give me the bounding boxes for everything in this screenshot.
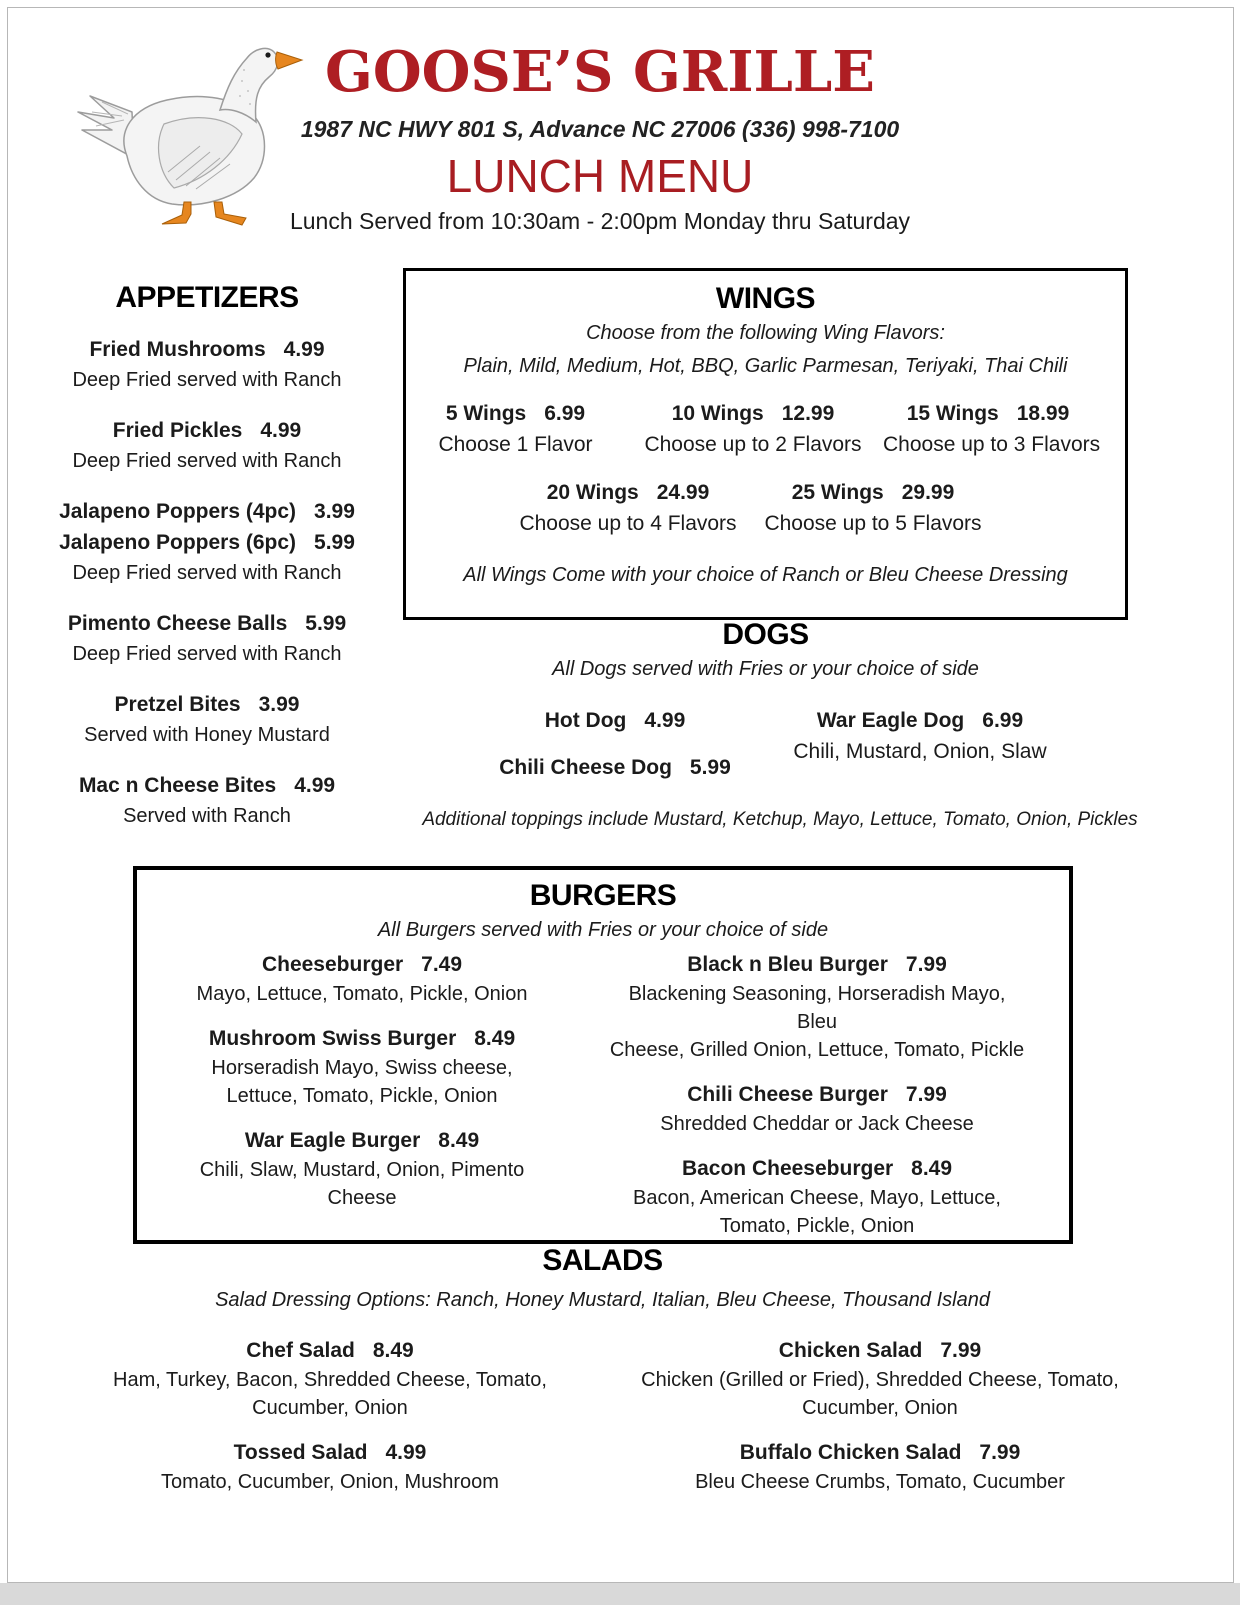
menu-item — [55, 1336, 605, 1422]
item-price: 18.99 — [1016, 402, 1070, 425]
item-description: Cucumber, Onion — [802, 1397, 958, 1419]
dogs-column-right — [755, 706, 1085, 767]
menu-item — [167, 950, 557, 1008]
item-price: 3.99 — [258, 693, 300, 716]
item-price: 24.99 — [656, 481, 710, 504]
item-name: Pimento Cheese Balls — [67, 612, 288, 635]
wings-section — [403, 268, 1128, 620]
item-name: 5 Wings — [445, 402, 527, 425]
item-price: 5.99 — [689, 756, 731, 779]
menu-item — [607, 950, 1027, 1064]
item-name: Black n Bleu Burger — [687, 953, 888, 976]
item-name: Fried Pickles — [112, 419, 243, 442]
item-name: 15 Wings — [906, 402, 999, 425]
item-price: 4.99 — [385, 1441, 427, 1464]
item-name: Buffalo Chicken Salad — [739, 1441, 962, 1464]
burgers-column-left — [167, 950, 557, 1228]
menu-item — [607, 1080, 1027, 1138]
item-description: Chili, Slaw, Mustard, Onion, Pimento — [199, 1159, 525, 1181]
salads-heading: SALADS — [542, 1244, 663, 1277]
restaurant-address: 1987 NC HWY 801 S, Advance NC 27006 (336) 998-7100 — [300, 116, 900, 142]
item-description: Served with Honey Mustard — [84, 724, 330, 746]
burgers-column-right — [607, 950, 1027, 1256]
item-description: Bacon, American Cheese, Mayo, Lettuce, — [633, 1187, 1001, 1209]
item-price: 6.99 — [982, 709, 1024, 732]
item-description: Choose up to 2 Flavors — [644, 433, 862, 456]
item-description: Blackening Seasoning, Horseradish Mayo, Bleu — [628, 983, 1006, 1033]
menu-title: LUNCH MENU — [446, 150, 754, 202]
item-description: Cheese, Grilled Onion, Lettuce, Tomato, Pickle — [609, 1039, 1025, 1061]
wings-flavors: Plain, Mild, Medium, Hot, BBQ, Garlic Parmesan, Teriyaki, Thai Chili — [463, 355, 1068, 377]
menu-item — [607, 1154, 1027, 1240]
item-price: 5.99 — [314, 531, 355, 554]
wings-tier-row — [406, 478, 1125, 539]
item-description: Choose up to 5 Flavors — [764, 512, 982, 535]
item-description: Tomato, Pickle, Onion — [719, 1215, 915, 1237]
salads-section — [0, 1243, 1205, 1317]
item-price: 8.49 — [372, 1339, 414, 1362]
dogs-footer-note: Additional toppings include Mustard, Ketchup, Mayo, Lettuce, Tomato, Onion, Pickles — [422, 809, 1138, 830]
item-description: Choose 1 Flavor — [438, 433, 593, 456]
item-description: Cheese — [327, 1187, 397, 1209]
menu-item — [167, 1126, 557, 1212]
wings-tier — [408, 399, 623, 460]
menu-item — [600, 1438, 1160, 1496]
item-price: 4.99 — [260, 419, 302, 442]
wings-footer-note: All Wings Come with your choice of Ranch or Bleu Cheese Dressing — [463, 564, 1068, 586]
burgers-section — [133, 866, 1073, 1244]
appetizers-section — [28, 280, 386, 851]
item-price: 4.99 — [644, 709, 686, 732]
item-price: 7.99 — [905, 1083, 947, 1106]
item-description: Horseradish Mayo, Swiss cheese, — [211, 1057, 513, 1079]
item-name: War Eagle Burger — [244, 1129, 421, 1152]
item-description: Shredded Cheddar or Jack Cheese — [660, 1113, 974, 1135]
page-bottom-edge — [0, 1583, 1240, 1605]
item-description: Deep Fried served with Ranch — [72, 643, 342, 665]
item-price: 7.99 — [940, 1339, 982, 1362]
item-name: 10 Wings — [671, 402, 764, 425]
menu-item — [28, 496, 386, 589]
item-name: War Eagle Dog — [816, 709, 965, 732]
item-name: Tossed Salad — [233, 1441, 368, 1464]
item-name: Pretzel Bites — [114, 693, 241, 716]
restaurant-name: GOOSE’S GRILLE — [325, 39, 875, 105]
wings-tier — [506, 478, 751, 539]
item-description: Chili, Mustard, Onion, Slaw — [793, 740, 1047, 763]
item-name: Jalapeno Poppers (4pc) — [59, 500, 297, 523]
item-price: 4.99 — [283, 338, 325, 361]
menu-item — [55, 1438, 605, 1496]
item-price: 4.99 — [294, 774, 336, 797]
item-description: Deep Fried served with Ranch — [72, 450, 342, 472]
item-price: 5.99 — [305, 612, 347, 635]
menu-header — [0, 39, 1200, 236]
salads-column-right — [600, 1336, 1160, 1512]
item-name: Mac n Cheese Bites — [78, 774, 277, 797]
item-description: Deep Fried served with Ranch — [72, 369, 342, 391]
item-description: Deep Fried served with Ranch — [72, 562, 342, 584]
wings-tier — [883, 399, 1101, 460]
item-price: 6.99 — [544, 402, 586, 425]
menu-item — [28, 334, 386, 396]
dogs-subtitle: All Dogs served with Fries or your choice of side — [552, 658, 979, 680]
wings-tier — [751, 478, 996, 539]
item-name: Chili Cheese Dog — [499, 756, 672, 779]
salads-subtitle: Salad Dressing Options: Ranch, Honey Mustard, Italian, Bleu Cheese, Thousand Island — [215, 1289, 990, 1311]
item-name: Hot Dog — [544, 709, 627, 732]
item-description: Tomato, Cucumber, Onion, Mushroom — [161, 1471, 499, 1493]
menu-item — [28, 689, 386, 751]
item-name: Fried Mushrooms — [89, 338, 266, 361]
item-price: 7.49 — [421, 953, 463, 976]
item-description: Choose up to 4 Flavors — [519, 512, 737, 535]
item-price: 7.99 — [979, 1441, 1021, 1464]
menu-item — [28, 608, 386, 670]
burgers-heading: BURGERS — [529, 879, 677, 912]
appetizers-heading: APPETIZERS — [115, 281, 299, 314]
menu-item — [28, 770, 386, 832]
wings-tier-row — [406, 399, 1125, 460]
item-name: Chili Cheese Burger — [687, 1083, 888, 1106]
item-name: Chicken Salad — [778, 1339, 923, 1362]
burgers-subtitle: All Burgers served with Fries or your choice of side — [377, 919, 829, 941]
wings-tier — [623, 399, 883, 460]
item-price: 7.99 — [905, 953, 947, 976]
item-price: 3.99 — [314, 500, 355, 523]
item-name: 20 Wings — [546, 481, 639, 504]
item-name: Bacon Cheeseburger — [681, 1157, 894, 1180]
menu-item — [167, 1024, 557, 1110]
wings-heading: WINGS — [715, 282, 816, 315]
item-price: 12.99 — [781, 402, 835, 425]
serving-hours: Lunch Served from 10:30am - 2:00pm Monday thru Saturday — [289, 208, 911, 234]
item-description: Cucumber, Onion — [252, 1397, 408, 1419]
menu-item — [600, 1336, 1160, 1422]
item-name: Jalapeno Poppers (6pc) — [59, 531, 297, 554]
menu-item — [28, 415, 386, 477]
item-description: Ham, Turkey, Bacon, Shredded Cheese, Tomato, — [113, 1369, 547, 1391]
item-description: Lettuce, Tomato, Pickle, Onion — [226, 1085, 498, 1107]
item-price: 8.49 — [911, 1157, 953, 1180]
wings-subtitle: Choose from the following Wing Flavors: — [586, 322, 945, 344]
item-name: 25 Wings — [791, 481, 884, 504]
item-name: Cheeseburger — [261, 953, 404, 976]
item-name: Mushroom Swiss Burger — [208, 1027, 457, 1050]
salads-column-left — [55, 1336, 605, 1512]
item-price: 29.99 — [901, 481, 955, 504]
item-description: Bleu Cheese Crumbs, Tomato, Cucumber — [695, 1471, 1065, 1493]
dogs-column-left — [450, 706, 780, 800]
item-description: Chicken (Grilled or Fried), Shredded Cheese, Tomato, — [641, 1369, 1119, 1391]
item-price: 8.49 — [438, 1129, 480, 1152]
item-description: Served with Ranch — [123, 805, 291, 827]
item-description: Choose up to 3 Flavors — [883, 433, 1101, 456]
item-description: Mayo, Lettuce, Tomato, Pickle, Onion — [196, 983, 528, 1005]
item-price: 8.49 — [474, 1027, 516, 1050]
item-name: Chef Salad — [246, 1339, 355, 1362]
dogs-section — [403, 617, 1128, 686]
dogs-heading: DOGS — [722, 618, 809, 651]
